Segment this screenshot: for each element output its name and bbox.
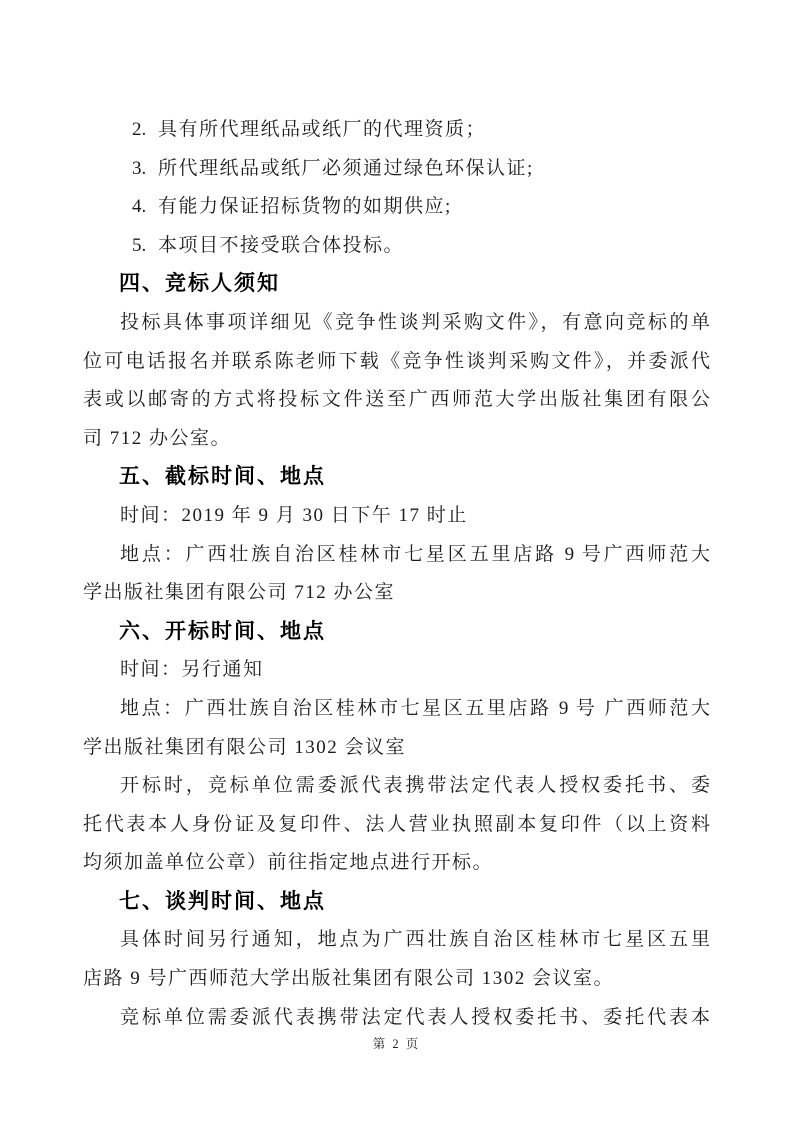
list-item-number: 5. [132, 234, 147, 256]
body-line: 店路 9 号广西师范大学出版社集团有限公司 1302 会议室。 [83, 968, 615, 990]
list-item [83, 227, 710, 266]
body-line: 开标时，竞标单位需委派代表携带法定代表人授权委托书、委 [120, 775, 710, 797]
opening-location-line: 地点：广西壮族自治区桂林市七星区五里店路 9 号 广西师范大 [120, 697, 710, 719]
opening-time-line: 时间：另行通知 [120, 659, 264, 681]
section-heading-opening: 六、开标时间、地点 [119, 619, 326, 643]
page-number: 第 2 页 [372, 1037, 421, 1051]
opening-location-line: 学出版社集团有限公司 1302 会议室 [83, 736, 407, 758]
deadline-location-line: 学出版社集团有限公司 712 办公室 [83, 582, 396, 604]
list-item [83, 111, 710, 150]
section-heading-deadline: 五、截标时间、地点 [119, 465, 326, 489]
list-item-number: 3. [132, 157, 147, 179]
deadline-location-line: 地点：广西壮族自治区桂林市七星区五里店路 9 号广西师范大 [120, 543, 710, 565]
section-heading-negotiation: 七、谈判时间、地点 [119, 889, 326, 913]
section-heading-bidder-notice: 四、竞标人须知 [119, 272, 280, 296]
list-item-text: 本项目不接受联合体投标。 [158, 234, 405, 256]
list-item-number: 2. [132, 119, 147, 140]
list-item-number: 4. [132, 196, 147, 218]
body-line: 位可电话报名并联系陈老师下载《竞争性谈判采购文件》，并委派代 [83, 350, 710, 372]
list-item-text: 所代理纸品或纸厂必须通过绿色环保认证; [158, 157, 534, 179]
deadline-time-line: 时间：2019 年 9 月 30 日下午 17 时止 [120, 504, 468, 526]
body-line: 投标具体事项详细见《竞争性谈判采购文件》，有意向竞标的单 [120, 311, 710, 333]
body-line: 表或以邮寄的方式将投标文件送至广西师范大学出版社集团有限公 [83, 389, 710, 411]
document-content [83, 111, 710, 1037]
body-line: 竞标单位需委派代表携带法定代表人授权委托书、委托代表本 [120, 1006, 710, 1028]
body-line: 均须加盖单位公章）前往指定地点进行开标。 [83, 852, 494, 874]
list-item-text: 具有所代理纸品或纸厂的代理资质； [158, 119, 487, 140]
list-item [83, 150, 710, 189]
body-line: 司 712 办公室。 [83, 427, 232, 449]
body-line: 具体时间另行通知，地点为广西壮族自治区桂林市七星区五里 [120, 929, 710, 951]
body-line: 托代表本人身份证及复印件、法人营业执照副本复印件（以上资料 [83, 813, 710, 835]
list-item-text: 有能力保证招标货物的如期供应; [158, 196, 452, 218]
list-item [83, 188, 710, 227]
